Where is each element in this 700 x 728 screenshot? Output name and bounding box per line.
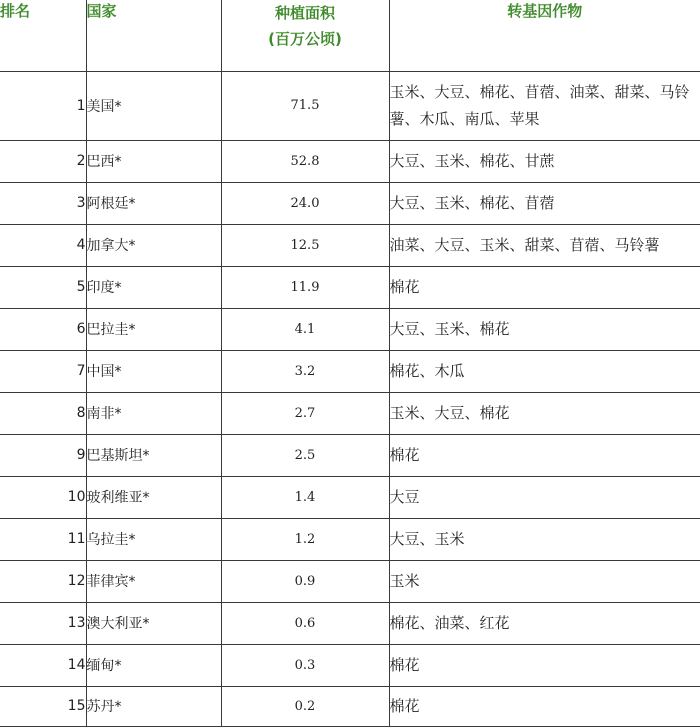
crops-cell: 油菜、大豆、玉米、甜菜、苜蓿、马铃薯	[389, 224, 700, 266]
country-cell: 巴西*	[86, 140, 221, 182]
table-row	[0, 71, 700, 140]
area-cell: 3.2	[221, 350, 389, 392]
header-crops: 转基因作物	[389, 0, 700, 71]
crops-cell: 大豆、玉米、棉花、甘蔗	[389, 140, 700, 182]
country-cell: 南非*	[86, 392, 221, 434]
rank-cell: 15	[0, 686, 86, 726]
rank-cell: 7	[0, 350, 86, 392]
table-body	[0, 71, 700, 726]
crops-cell: 大豆	[389, 476, 700, 518]
area-cell: 0.2	[221, 686, 389, 726]
country-cell: 美国*	[86, 71, 221, 140]
rank-cell: 2	[0, 140, 86, 182]
country-cell: 中国*	[86, 350, 221, 392]
table-row	[0, 224, 700, 266]
country-cell: 缅甸*	[86, 644, 221, 686]
rank-cell: 6	[0, 308, 86, 350]
table-row	[0, 518, 700, 560]
country-cell: 印度*	[86, 266, 221, 308]
rank-cell: 13	[0, 602, 86, 644]
country-cell: 苏丹*	[86, 686, 221, 726]
crops-cell: 棉花	[389, 266, 700, 308]
country-cell: 澳大利亚*	[86, 602, 221, 644]
table-row	[0, 476, 700, 518]
crops-cell: 玉米、大豆、棉花	[389, 392, 700, 434]
table-row	[0, 140, 700, 182]
header-area-unit: (百万公顷)	[268, 30, 342, 48]
rank-cell: 14	[0, 644, 86, 686]
crops-cell: 大豆、玉米、棉花	[389, 308, 700, 350]
area-cell: 1.2	[221, 518, 389, 560]
country-cell: 菲律宾*	[86, 560, 221, 602]
area-cell: 1.4	[221, 476, 389, 518]
rank-cell: 11	[0, 518, 86, 560]
country-cell: 玻利维亚*	[86, 476, 221, 518]
rank-cell: 10	[0, 476, 86, 518]
area-cell: 24.0	[221, 182, 389, 224]
table-row	[0, 686, 700, 726]
crops-cell: 玉米、大豆、棉花、苜蓿、油菜、甜菜、马铃薯、木瓜、南瓜、苹果	[389, 71, 700, 140]
crops-cell: 棉花	[389, 644, 700, 686]
header-country: 国家	[86, 0, 221, 71]
area-cell: 11.9	[221, 266, 389, 308]
table-row	[0, 434, 700, 476]
country-cell: 加拿大*	[86, 224, 221, 266]
table-row	[0, 308, 700, 350]
rank-cell: 12	[0, 560, 86, 602]
crops-cell: 玉米	[389, 560, 700, 602]
crops-cell: 棉花	[389, 686, 700, 726]
rank-cell: 1	[0, 71, 86, 140]
crops-cell: 大豆、玉米	[389, 518, 700, 560]
rank-cell: 8	[0, 392, 86, 434]
header-area-title: 种植面积	[274, 4, 335, 22]
area-cell: 52.8	[221, 140, 389, 182]
country-cell: 巴拉圭*	[86, 308, 221, 350]
table-row	[0, 182, 700, 224]
rank-cell: 9	[0, 434, 86, 476]
area-cell: 71.5	[221, 71, 389, 140]
table-row	[0, 350, 700, 392]
rank-cell: 3	[0, 182, 86, 224]
crops-cell: 棉花、木瓜	[389, 350, 700, 392]
table-row	[0, 602, 700, 644]
area-cell: 12.5	[221, 224, 389, 266]
country-cell: 阿根廷*	[86, 182, 221, 224]
crops-cell: 大豆、玉米、棉花、苜蓿	[389, 182, 700, 224]
rank-cell: 5	[0, 266, 86, 308]
table-row	[0, 644, 700, 686]
header-area	[221, 0, 389, 71]
table-row	[0, 266, 700, 308]
rank-cell: 4	[0, 224, 86, 266]
area-cell: 0.3	[221, 644, 389, 686]
crops-cell: 棉花、油菜、红花	[389, 602, 700, 644]
table-header-row	[0, 0, 700, 71]
area-cell: 2.5	[221, 434, 389, 476]
table-row	[0, 392, 700, 434]
area-cell: 4.1	[221, 308, 389, 350]
country-cell: 乌拉圭*	[86, 518, 221, 560]
area-cell: 0.6	[221, 602, 389, 644]
table-row	[0, 560, 700, 602]
area-cell: 0.9	[221, 560, 389, 602]
country-cell: 巴基斯坦*	[86, 434, 221, 476]
area-cell: 2.7	[221, 392, 389, 434]
crops-cell: 棉花	[389, 434, 700, 476]
header-rank: 排名	[0, 0, 86, 71]
